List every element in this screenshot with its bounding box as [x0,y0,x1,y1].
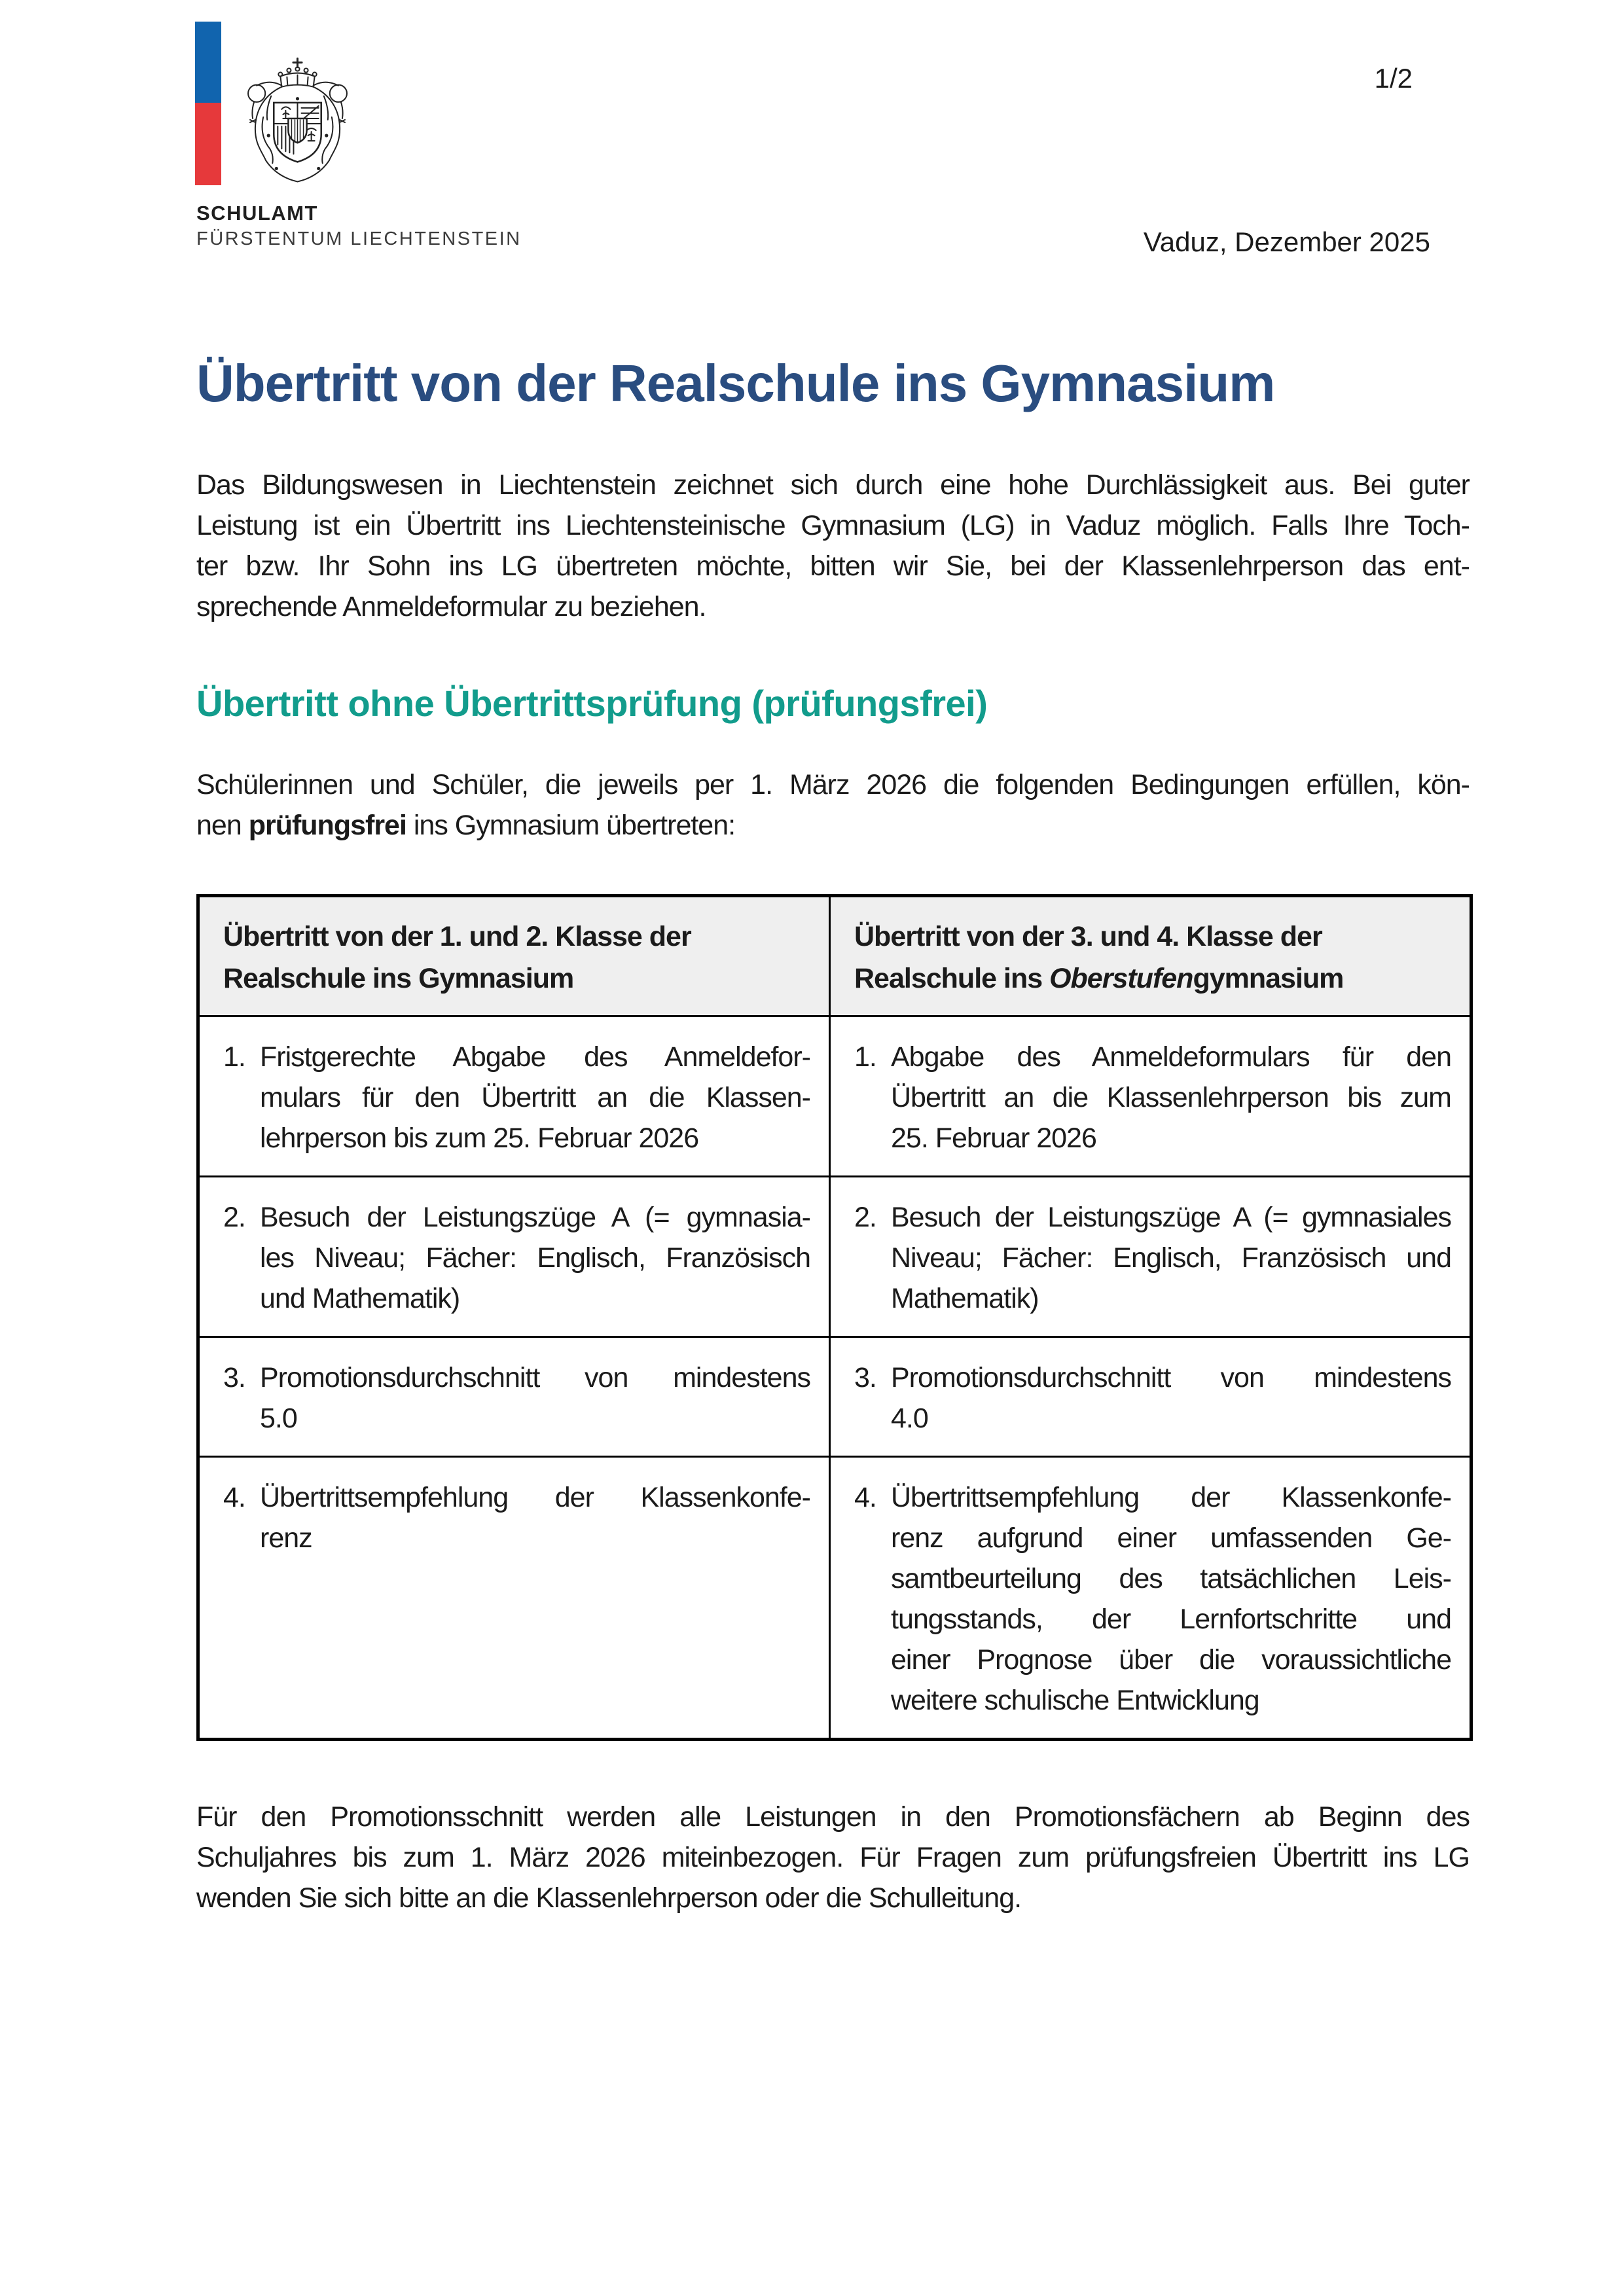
list-number: 1. [223,1041,245,1073]
header-line: Übertritt von der 3. und 4. Klasse der [854,921,1322,952]
paragraph-line: Schuljahres bis zum 1. März 2026 miteinbezogen. Für Fragen zum prüfungsfreien Übertritt ins LG [196,1842,1470,1873]
cell-line: les Niveau; Fächer: Englisch, Französisch [260,1242,810,1274]
paragraph-line: Schülerinnen und Schüler, die jeweils per 1. März 2026 die folgenden Bedingungen erfüllen, kön- [196,769,1470,800]
table-row [198,1016,1471,1177]
text-segment: ins Gymnasium übertreten: [406,810,736,841]
list-number: 4. [223,1482,245,1513]
table-cell-left [198,1016,830,1177]
paragraph-line: Für den Promotionsschnitt werden alle Leistungen in den Promotionsfächern ab Beginn des [196,1801,1470,1833]
cell-line: renz aufgrund einer umfassenden Ge- [891,1522,1451,1554]
org-name: SCHULAMT [196,202,318,224]
cell-line: samtbeurteilung des tatsächlichen Leis- [891,1563,1451,1594]
conditions-table [196,894,1473,1741]
italic-text-segment: Oberstufen [1049,963,1193,994]
intro-paragraph [196,465,1470,627]
table-cell-right [830,1177,1471,1337]
place-date: Vaduz, Dezember 2025 [1143,226,1430,257]
cell-line: Fristgerechte Abgabe des Anmeldefor- [260,1041,810,1073]
table-cell-left [198,1177,830,1337]
cell-line: 5.0 [260,1403,297,1434]
text-segment: gymnasium [1193,963,1344,994]
list-number: 3. [854,1362,876,1393]
page-number: 1/2 [1374,63,1413,94]
flag-bar-red [195,103,221,185]
cell-line: lehrperson bis zum 25. Februar 2026 [260,1122,699,1154]
table-cell-left [198,1337,830,1457]
cell-line: einer Prognose über die voraussichtliche [891,1644,1451,1676]
bold-text-segment: prüfungsfrei [248,810,406,841]
table-row [198,1337,1471,1457]
text-segment: Realschule ins [854,963,1050,994]
table-cell-right [830,1337,1471,1457]
cell-line: mulars für den Übertritt an die Klassen- [260,1082,810,1113]
cell-line: tungsstands, der Lernfortschritte und [891,1604,1451,1635]
list-number: 4. [854,1482,876,1513]
cell-line: Mathematik) [891,1283,1039,1314]
cell-line: Besuch der Leistungszüge A (= gymnasia- [260,1202,810,1233]
table-header-row [198,896,1471,1016]
list-number: 2. [854,1202,876,1233]
section-intro-paragraph [196,764,1470,846]
header-line [854,958,1450,999]
table-cell-left [198,1457,830,1740]
section-heading: Übertritt ohne Übertrittsprüfung (prüfungsfrei) [196,683,988,724]
table-row [198,1177,1471,1337]
cell-line: 4.0 [891,1403,928,1434]
list-number: 1. [854,1041,876,1073]
paragraph-line: ter bzw. Ihr Sohn ins LG übertreten möchte, bitten wir Sie, bei der Klassenlehrperson das ent- [196,550,1470,582]
cell-line: Besuch der Leistungszüge A (= gymnasiales [891,1202,1451,1233]
cell-line: Abgabe des Anmeldeformulars für den [891,1041,1451,1073]
paragraph-line [196,805,1470,846]
paragraph-line: Leistung ist ein Übertritt ins Liechtensteinische Gymnasium (LG) in Vaduz möglich. Falls Ihre Toch- [196,510,1470,541]
cell-line: weitere schulische Entwicklung [891,1685,1259,1716]
header-line: Übertritt von der 1. und 2. Klasse der [223,921,691,952]
paragraph-line: Das Bildungswesen in Liechtenstein zeichnet sich durch eine hohe Durchlässigkeit aus. Bei guter [196,469,1470,501]
cell-line: und Mathematik) [260,1283,460,1314]
cell-line: Übertrittsempfehlung der Klassenkonfe- [260,1482,810,1513]
paragraph-line: sprechende Anmeldeformular zu beziehen. [196,591,706,622]
text-segment: nen [196,810,249,841]
cell-line: Niveau; Fächer: Englisch, Französisch und [891,1242,1451,1274]
closing-paragraph [196,1797,1470,1918]
liechtenstein-coat-of-arms-icon [244,56,352,186]
cell-line: renz [260,1522,312,1554]
table-row [198,1457,1471,1740]
table-header-right [830,896,1471,1016]
org-subtitle: FÜRSTENTUM LIECHTENSTEIN [196,228,522,249]
document-title: Übertritt von der Realschule ins Gymnasium [196,354,1275,412]
table-cell-right [830,1016,1471,1177]
list-number: 2. [223,1202,245,1233]
cell-line: Promotionsdurchschnitt von mindestens [891,1362,1451,1393]
flag-bar [195,22,221,185]
cell-line: 25. Februar 2026 [891,1122,1096,1154]
cell-line: Promotionsdurchschnitt von mindestens [260,1362,810,1393]
paragraph-line: wenden Sie sich bitte an die Klassenlehrperson oder die Schulleitung. [196,1882,1022,1914]
table-cell-right [830,1457,1471,1740]
list-number: 3. [223,1362,245,1393]
flag-bar-blue [195,22,221,103]
cell-line: Übertrittsempfehlung der Klassenkonfe- [891,1482,1451,1513]
table-header-left [198,896,830,1016]
header-line: Realschule ins Gymnasium [223,963,574,994]
cell-line: Übertritt an die Klassenlehrperson bis zum [891,1082,1451,1113]
